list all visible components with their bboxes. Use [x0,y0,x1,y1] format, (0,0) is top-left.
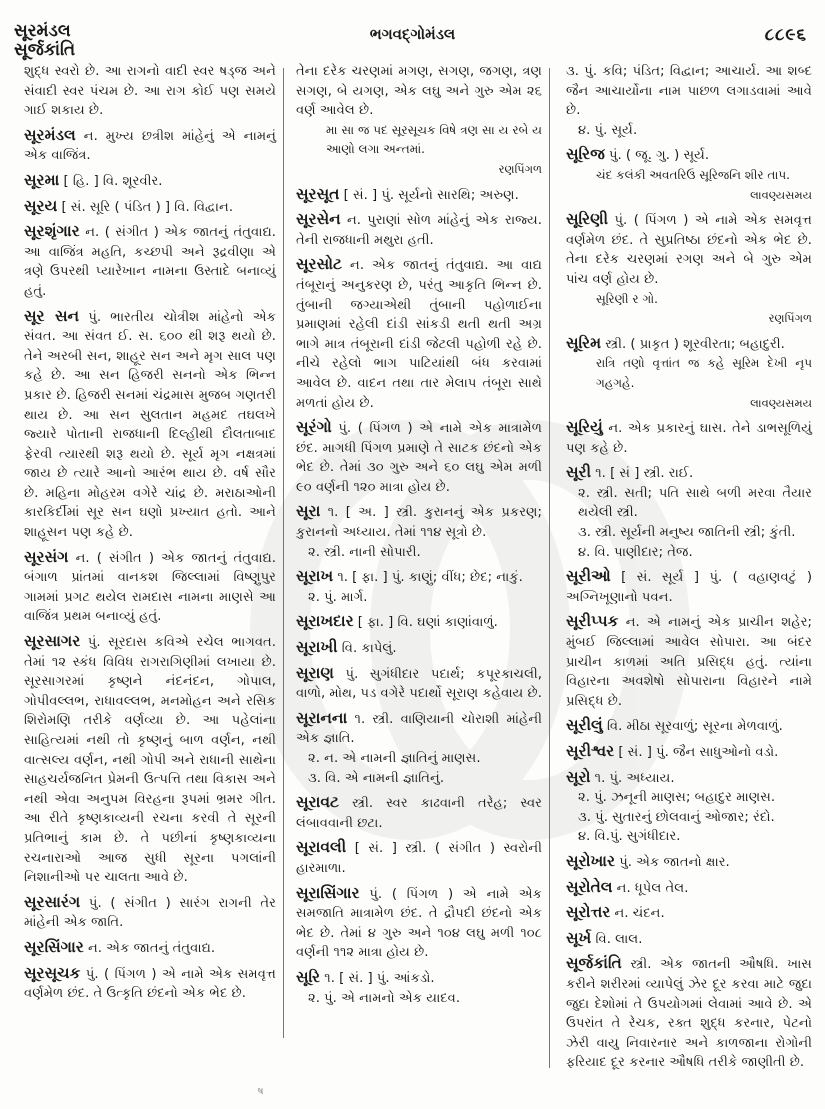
entry-quotation: સૂરિણી ર ગો. [596,291,658,306]
entry-headword: સૂરો [566,767,591,786]
dictionary-entry [24,62,276,121]
entry-definition: ૧. [ સં. ] પું. આંકડો. [324,970,435,986]
entry-headword: સૂરસાગર [24,632,81,651]
entry-headword: સૂરાવટ [296,793,340,812]
entry-definition: વિ. લાલ. [595,931,643,947]
dictionary-entry [566,612,812,711]
dictionary-entry [296,793,542,833]
entry-headword: સૂર્ખ [566,928,592,947]
dictionary-entry [24,307,276,543]
entry-definition: સ્ત્રી. એક જાતની ઔષધિ. ખાસ કરીને શરીરમાં વ્યાપેલું ઝેર દૂર કરવા માટે જુદા જુદા દેશોમાં તે ઉપયોગમાં લેવામાં આવે છે. એ ઉપરાંત તે રેચક, રક્ત શુદ્ધ કરનાર, પેટનો ઝેરી વાયુ નિવારનાર અને કાળજાના રોગોની ફરિયાદ દૂર કરનાર ઔષધિ તરીકે જાણીતી છે. [566,957,812,1071]
entry-definition: ન. ચંદન. [614,906,665,922]
entry-headword: સૂરાખ [296,567,334,586]
entry-definition: ન. એક જાતનું તંતુવાદ્ય. [87,940,216,956]
entry-quotation: મા સા જ પદ સૂરસૂચક વિષે ત્રણ સા ય રબે ય આણો લગા અન્તમાં. [326,122,542,157]
dictionary-entry [566,954,812,1073]
entry-definition: પું. ભારતીય ચોત્રીશ માંહેનો એક સંવત. આ સંવત ઈ. સ. ૬૦૦ થી શરૂ થયો છે. તેને અરબી સન, શાહૂર સન અને મૃગ સાલ પણ કહે છે. આ સન હિજરી સનનો એક ભિન્ન પ્રકાર છે. હિજરી સનમાં ચંદ્રમાસ મુજબ ગણતરી થાય છે. આ સન સુલતાન મહમદ તઘલખે જ્યારે પોતાની રાજધાની દિલ્હીથી દૌલતાબાદ ફેરવી ત્યારથી શરૂ થયો છે. સૂર્ય મૃગ નક્ષત્રમાં જાય છે ત્યારે આનો આરંભ થાય છે. વર્ષ સૌર છે. મહિના મોહરમ વગેરે ચાંદ્ર છે. મરાઠાઓની કારકિર્દીમાં સૂર સન ઘણો પ્રખ્યાત હતો. આને શાહૂસન પણ કહે છે. [24,309,276,541]
column-3 [566,62,812,1078]
entry-sub-sense: ૨. પું. માર્ગ. [308,589,368,605]
entry-sub-sense: ૪. વિ. પાણીદાર; તેજ. [578,544,693,560]
entry-definition: ૧. સ્ત્રી. વાણિયાની ચોરાશી માંહેની એક જ્ઞાતિ. [296,711,542,747]
dictionary-entry [296,185,542,206]
entry-definition: ૧. [ સં ] સ્ત્રી. રાઈ. [595,466,694,482]
dictionary-entry [566,929,812,950]
entry-headword: સૂર સન [24,306,80,325]
page-number: ૮૮૯૬ [764,25,807,45]
entry-definition: ન. એ નામનું એક પ્રાચીન શહેર; મુંબઈ જિલ્લામાં આવેલ સોપારા. આ બંદર પ્રાચીન કાળમાં અતિ પ્રસિદ્ધ હતું. ત્યાંના વિહારના અવશેષો સોપારાના વિહારને નામે પ્રસિદ્ધ છે. [566,615,812,709]
entry-definition: [ ફા. ] વિ. ઘણાં કાણાંવાળું. [357,615,498,631]
dictionary-entry [566,62,812,140]
column-2 [296,62,542,1013]
entry-headword: સૂરીલું [566,716,603,735]
entry-sub-sense: ૨. સ્ત્રી. નાની સોપારી. [308,544,421,560]
entry-sub-sense: ૩. વિ. એ નામની જ્ઞાતિનું. [308,770,445,786]
dictionary-entry [24,197,276,218]
entry-headword: સૂરસિંગાર [24,937,84,956]
dictionary-entry [24,548,276,627]
entry-definition: ન. એક પ્રકારનું ઘાસ. તેને ડાભસૂળિયું પણ કહે છે. [566,421,812,456]
entry-definition: [ સં. સૂર્ય ] પું. ( વહાણવટું ) અગ્નિખૂણાનો પવન. [566,570,812,605]
entry-definition: પું. ( પિંગળ ) એ નામે એક માત્રામેળ છંદ. માગધી પિંગળ પ્રમાણે તે સાટક છંદનો એક ભેદ છે. તેમાં ૩૦ ગુરુ અને ૬૦ લઘુ એમ મળી ૯૦ વર્ણની ૧૨૦ માત્રા હોય છે. [296,421,542,495]
dictionary-entry [566,716,812,737]
dictionary-entry [566,145,812,205]
dictionary-entry [296,612,542,633]
dictionary-entry [296,567,542,607]
entry-headword: સૂરાખી [296,638,338,657]
entry-definition: પું. ( જૂ. ગુ. ) સૂર્ય. [608,148,710,164]
dictionary-entry [296,502,542,562]
entry-definition: પું. ( પિંગળ ) એ નામે એક સમવૃત્ત વર્ણમેળ છંદ. તે સુપ્રતિષ્ઠા છંદનો એક ભેદ છે. તેના દરેક ચરણમાં રગણ અને બે ગુરુ એમ પાંચ વર્ણ હોય છે. [566,213,812,287]
entry-definition: પું. સુગંધીદાર પદાર્થ; કપૂરકાચલી, વાળો, મોથ, પડ વગેરે પદાર્થો સૂરાણ કહેવાય છે. [296,666,543,702]
entry-headword: સૂરાખદાર [296,612,354,631]
entry-definition: ન. એક જાતનું તંતુવાદ્ય. આ વાદ્ય તંબૂરાનું અનુકરણ છે, પરંતુ આકૃતિ ભિન્ન છે. તુંબાની જગ્યાએથી તુંબાની પહોળાઈના પ્રમાણમાં રહેલી દાંડી સાંકડી થતી થતી અગ્ર ભાગે માત્ર તંબૂરાની દાંડી જેટલી પહોળી રહે છે. નીચે રહેલો ભાગ પાટિયાંથી બંધ કરવામાં આવેલ છે. વાદન તથા તાર મેલાપ તંબૂરા સાથે મળતાં હોય છે. [296,258,542,411]
entry-headword: સૂરા [296,502,321,521]
quotation-source: લાવણ્યસમય [750,187,812,202]
entry-sub-sense: ૪. વિ.પું. સુગંધીદાર. [578,829,681,845]
entry-definition: શુદ્ધ સ્વરો છે. આ રાગનો વાદી સ્વર ષડ્જ અને સંવાદી સ્વર પંચમ છે. આ રાગ કોઈ પણ સમયે ગાઈ શકાય છે. [24,64,276,119]
entry-definition: ન. પુરાણાં સોળ માંહેનું એક રાજ્ય. તેની રાજધાની મથુરા હતી. [296,213,542,248]
entry-sub-sense: ૨. ન. એ નામની જ્ઞાતિનું માણસ. [308,751,481,766]
dictionary-entry [24,964,276,1004]
entry-definition: [ સં. ] પું. સૂર્યનો સારથિ; અરુણ. [343,187,519,203]
entry-headword: સૂરી [566,463,592,482]
entry-definition: ૧. પું. અધ્યાય. [594,770,675,786]
entry-headword: સૂરાસિંગાર [296,883,360,902]
entry-definition: ન. ( સંગીત ) એક જાતનું તંતુવાદ્ય. બંગાળ પ્રાંતમાં વાનકશ જિલ્લામાં વિષ્ણુપુર ગામમાં પ્રગટ થયેલ રામદાસ નામના માણસે આ વાજિંત્ર પ્રથમ બનાવ્યું હતું. [24,550,276,625]
dictionary-entry [24,632,276,888]
dictionary-entry [566,210,812,329]
entry-definition: પું. ( પિંગળ ) એ નામે એક સમજાતિ માત્રામેળ છંદ. તે દ્રૌપદી છંદનો એક ભેદ છે. તેમાં ૪ ગુરુ અને ૧૦૪ લઘુ મળી ૧૦૮ વર્ણની ૧૧૨ માત્રા હોય છે. [296,886,542,961]
entry-headword: સૂરીઓ [566,567,611,586]
dictionary-entry [566,567,812,607]
entry-definition: સ્ત્રી. સ્વર કાઢવાની તરેહ; સ્વર લંબાવવાની છટા. [296,796,542,831]
column-divider [549,68,550,1068]
entry-definition: સ્ત્રી. ( પ્રાકૃત ) શૂરવીરતા; બહાદુરી. [605,336,785,352]
entry-headword: સૂરસોટ [296,255,343,274]
column-divider [283,68,284,1038]
entry-definition: તેના દરેક ચરણમાં મગણ, સગણ, જગણ, ત્રણ સગણ, બે યગણ, એક લઘુ અને ગુરુ એમ ૨૬ વર્ણ આવેલ છે. [296,64,542,119]
entry-headword: સૂરસૂચક [24,963,81,982]
dictionary-entry [296,255,542,413]
quotation-source: રણપિંગળ [498,161,542,176]
entry-definition: ન. ( સંગીત ) એક જાતનું તંતુવાદ્ય. આ વાજિંત્ર મહતિ, કચ્છપી અને રૂદ્રવીણા એ ત્રણે ઉપરથી પ્યારેખાન નામના ઉસ્તાદે બનાવ્યું હતું. [24,225,276,299]
dictionary-entry [566,334,812,413]
entry-sub-sense: ૨. સ્ત્રી. સતી; પતિ સાથે બળી મરવા તૈયાર થયેલી સ્ત્રી. [578,485,812,521]
dictionary-entry [296,418,542,497]
entry-definition: ૩. પું. કવિ; પંડિત; વિદ્વાન; આચાર્ય. આ શબ્દ જૈન આચાર્યોના નામ પાછળ લગાડવામાં આવે છે. [566,64,812,119]
dictionary-entry [24,938,276,959]
quotation-source: લાવણ્યસમય [750,395,812,410]
entry-headword: સૂરસૂત [296,184,340,203]
entry-headword: સૂરાનના [296,708,348,727]
entry-definition: ન. ધૂપેલ તેલ. [616,880,689,896]
guide-word-first: સૂરમંડલ [14,21,71,41]
dictionary-entry [296,638,542,659]
entry-headword: સૂરસંગ [24,547,69,566]
dictionary-entry [566,878,812,899]
entry-headword: સૂરોત્તર [566,903,611,922]
guide-word-last: સૂર્જકાંતિ [14,40,76,60]
dictionary-entry [24,126,276,166]
quotation-source: રણપિંગળ [768,311,812,326]
dictionary-entry [24,893,276,933]
entry-definition: [ સં. ] પું. જૈન સાધુઓનો વડો. [618,745,779,760]
entry-definition: વિ. મીઠા સૂરવાળું; સૂરના મેળવાળું. [606,719,783,735]
entry-headword: સૂરિયું [566,418,603,437]
entry-definition: ૧. [ ફા. ] પું. કાણું; વીંધ; છેદ; નાકું. [337,570,523,586]
dictionary-entry [566,852,812,873]
entry-headword: સૂરોખાર [566,851,615,870]
entry-sub-sense: ૩. પું. સુતારનું છોલવાનું ઓજાર; રંદો. [578,809,775,825]
entry-headword: સૂરમા [24,170,60,189]
entry-headword: સૂરીશ્વર [566,742,615,760]
entry-sub-sense: ૪. પું. સૂર્ય. [578,122,638,138]
dictionary-entry [566,768,812,847]
dictionary-entry [296,62,542,180]
entry-definition: વિ. કાપેલું. [341,641,397,657]
entry-definition: પું. ( સંગીત ) સારંગ રાગની તેર માંહેની એક જાતિ. [24,895,276,931]
entry-headword: સૂરય [24,196,58,215]
dictionary-entry [296,210,542,250]
dictionary-entry [296,968,542,1008]
dictionary-entry [296,709,542,788]
entry-headword: સૂરંગો [296,418,332,437]
entry-headword: સૂરિણી [566,210,609,229]
entry-headword: સૂરિ [296,967,321,986]
entry-headword: સૂરમંડલ [24,125,76,144]
entry-quotation: રાત્રિ તણો વૃત્તાંત જ કહે સૂરિમ દેખી નૃપ ગહગહે. [596,356,812,390]
dictionary-entry [566,903,812,924]
dictionary-entry [566,742,812,763]
dictionary-entry [296,884,542,963]
entry-definition: ૧. [ અ. ] સ્ત્રી. કુરાનનું એક પ્રકરણ; કુરાનનો અધ્યાય. તેમાં ૧૧૪ સૂત્રો છે. [296,505,542,541]
entry-headword: સૂરાવલી [296,838,347,857]
dictionary-entry [24,222,276,301]
entry-headword: સૂરિજ [566,145,605,164]
entry-definition: [ હિ. ] વિ. શૂરવીર. [63,173,163,189]
entry-definition: પું. ( પિંગળ ) એ નામે એક સમવૃત્ત વર્ણમેળ છંદ. તે ઉત્કૃતિ છંદનો એક ભેદ છે. [24,966,276,1002]
entry-definition: [ સં. ] સ્ત્રી. ( સંગીત ) સ્વરોની હારમાળા. [296,841,542,876]
entry-sub-sense: ૨. પું. એ નામનો એક યાદવ. [308,990,461,1006]
dictionary-entry [296,664,542,704]
entry-headword: સૂરસેન [296,210,341,229]
page-title: ભગવદ્ગોમંડલ [369,25,456,43]
page-header [0,0,825,60]
entry-headword: સૂરશૃંગાર [24,222,80,241]
dictionary-entry [24,171,276,192]
entry-definition: પું. સૂરદાસ કવિએ રચેલ ભાગવત. તેમાં ૧૨ સ્કંધ વિવિધ રાગરાગિણીમાં લખાયા છે. સૂરસાગરમાં કૃષ્ણને નંદનંદન, ગોપાલ, ગોપીવલ્લભ, રાધાવલ્લભ, મનમોહન અને રસિક શિરોમણિ તરીકે વર્ણવ્યા છે. આ પહેલાંના સાહિત્યમાં નથી તો કૃષ્ણનું બાળ વર્ણન, નથી વાત્સલ્ય વર્ણન, નથી ગોપી અને રાધાની સાથેના સાહચર્યજનિત પ્રેમની ઉત્પત્તિ તથા વિકાસ અને નથી એવા અનુપમ વિરહના રૂપમાં ભ્રમર ગીત. આ રીતે કૃષ્ણકાવ્યની રચના કરવી તે સૂરની પ્રતિભાનું કામ છે. તે પછીનાં કૃષ્ણકાવ્યના રચનારાઓ આજ સુધી સૂરના પગલાંની નિશાનીઓ પર ચાલતા આવે છે. [24,635,276,886]
entry-definition: ન. મુખ્ય છત્રીશ માંહેનું એ નામનું એક વાજિંત્ર. [24,128,276,164]
column-1 [24,62,276,1009]
entry-headword: સૂર્જકાંતિ [566,954,622,973]
entry-sub-sense: ૨. પું. ઝનૂની માણસ; બહાદુર માણસ. [578,790,776,806]
dictionary-entry [566,463,812,562]
entry-quotation: ચંદ કલંકી અવતરિઉ સૂરિજનિ શીર તાપ. [596,167,790,182]
entry-headword: સૂરિમ [566,333,602,352]
dictionary-entry [296,838,542,878]
entry-definition: [ સં. સૂરિ ( પંડિત ) ] વિ. વિદ્વાન. [61,199,234,215]
entry-definition: પું. એક જાતનો ક્ષાર. [619,854,730,870]
entry-sub-sense: ૩. સ્ત્રી. સૂર્યની મનુષ્ય જાતિની સ્ત્રી; કુંતી. [578,525,796,541]
entry-headword: સૂરાણ [296,663,334,682]
dictionary-entry [566,418,812,458]
entry-headword: સૂરોતેલ [566,877,613,896]
entry-headword: સૂરસારંગ [24,892,81,911]
footer-mark: ષ [258,1086,264,1097]
entry-headword: સૂરીપ્પક [566,612,619,631]
